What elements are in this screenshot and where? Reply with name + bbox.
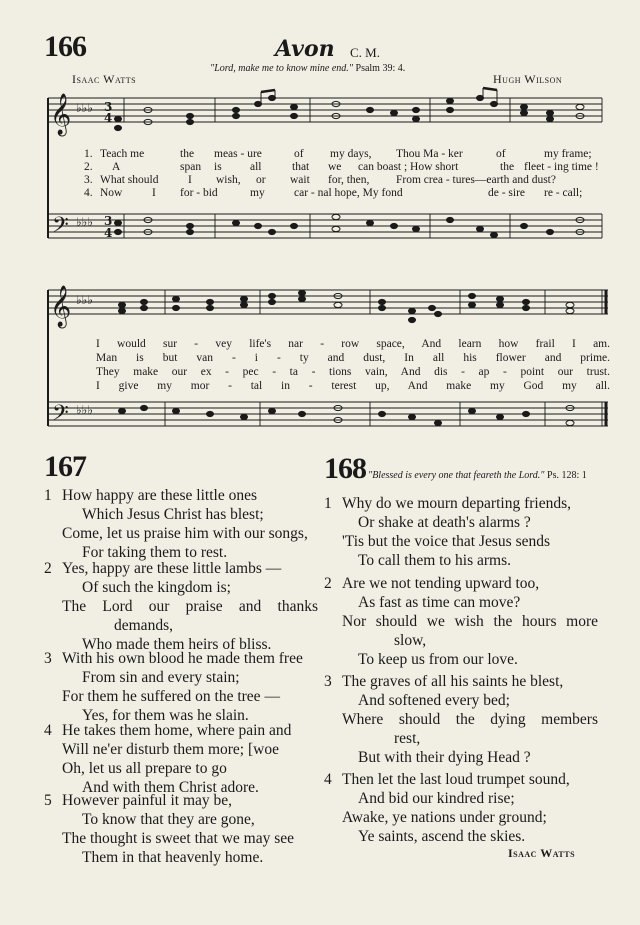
svg-text:3: 3 xyxy=(104,100,113,114)
hymn-166-author: Isaac Watts xyxy=(72,72,137,86)
svg-text:𝄞: 𝄞 xyxy=(50,94,72,135)
system-1-lyrics: 1. Teach me the meas - ure of my days, Thou Ma - ker of my frame; 2. A span is all that we can boast ; How short the fleet - ing time ! 3. What should I wish, or wait for, then, From crea - tures—earth and dust? 4. Now I for - bid my car - nal hope, My fond de - sire re - call; xyxy=(84,148,599,199)
hymn-166-number: 166 xyxy=(44,30,86,63)
system-2-lyric-line: I would sur - vey life's nar - row space, And learn how frail I am. xyxy=(96,338,610,350)
hymn-168-author: Isaac Watts xyxy=(508,846,576,860)
svg-text:4: 4 xyxy=(104,111,113,125)
system-2-lyric-line: I give my mor - tal in - terest up, And make my God my all. xyxy=(96,380,610,392)
hymn-166-composer: Hugh Wilson xyxy=(493,72,563,86)
system-2-lyric-line: They make our ex - pec - ta - tions vain, And dis - ap - point our trust. xyxy=(96,366,610,378)
hymn-168-epigraph-ref: Ps. 128: 1 xyxy=(547,470,587,481)
svg-text:3: 3 xyxy=(104,214,113,228)
hymn-168-epigraph-text: "Blessed is every one that feareth the Lord." xyxy=(368,470,545,481)
svg-text:4: 4 xyxy=(104,226,113,240)
svg-text:♭♭♭: ♭♭♭ xyxy=(76,215,93,229)
hymn-168-epigraph xyxy=(368,470,587,481)
hymn-168-number: 168 xyxy=(324,452,366,485)
svg-text:♭♭♭: ♭♭♭ xyxy=(76,403,93,417)
svg-text:♭♭♭: ♭♭♭ xyxy=(76,293,93,307)
hymn-168-text: 1 Why do we mourn departing friends, Or shake at death's alarms ? 'Tis but the voice that Jesus sends To call them to his arms. 2 Are we not tending upward too, As fast as time can move? Nor should we wish the hours more slow, To keep us from our love. 3 The graves of all his saints he blest, And softened every bed; Where should the dying members rest, But with their dying Head ? 4 Then let the last loud trumpet sound, And bid our kindred rise; Awake, ye nations under ground; Ye saints, ascend the skies. xyxy=(324,495,598,845)
hymn-167-text: 1 How happy are these little ones Which Jesus Christ has blest; Come, let us praise him with our songs, For taking them to rest. 2 Yes, happy are these little lambs — Of such the kingdom is; The Lord our praise and thanks demands, Who made them heirs of bliss. 3 With his own blood he made them free From sin and every stain; For them he suffered on the tree — Yes, for them was he slain. 4 He takes them home, where pain and Will ne'er disturb them more; [woe Oh, let us all prepare to go And with them Christ adore. 5 However painful it may be, To know that they are gone, The thought is sweet that we may see Them in that heavenly home. xyxy=(44,487,318,866)
svg-text:𝄢: 𝄢 xyxy=(52,213,69,243)
hymn-166-epigraph xyxy=(210,63,405,74)
hymn-166-epigraph-ref: Psalm 39: 4. xyxy=(355,63,406,74)
hymn-166-epigraph-text: "Lord, make me to know mine end." xyxy=(210,63,354,74)
svg-text:♭♭♭: ♭♭♭ xyxy=(76,101,93,115)
svg-text:𝄞: 𝄞 xyxy=(50,286,72,327)
hymn-166-tune-name: Avon xyxy=(275,36,335,62)
system-2-lyric-line: Man is but van - i - ty and dust, In all his flower and prime. xyxy=(96,352,610,364)
svg-text:𝄢: 𝄢 xyxy=(52,401,69,431)
hymn-166-meter: C. M. xyxy=(350,45,380,60)
hymn-167-number: 167 xyxy=(44,450,86,483)
system-2-lyrics xyxy=(96,338,610,394)
